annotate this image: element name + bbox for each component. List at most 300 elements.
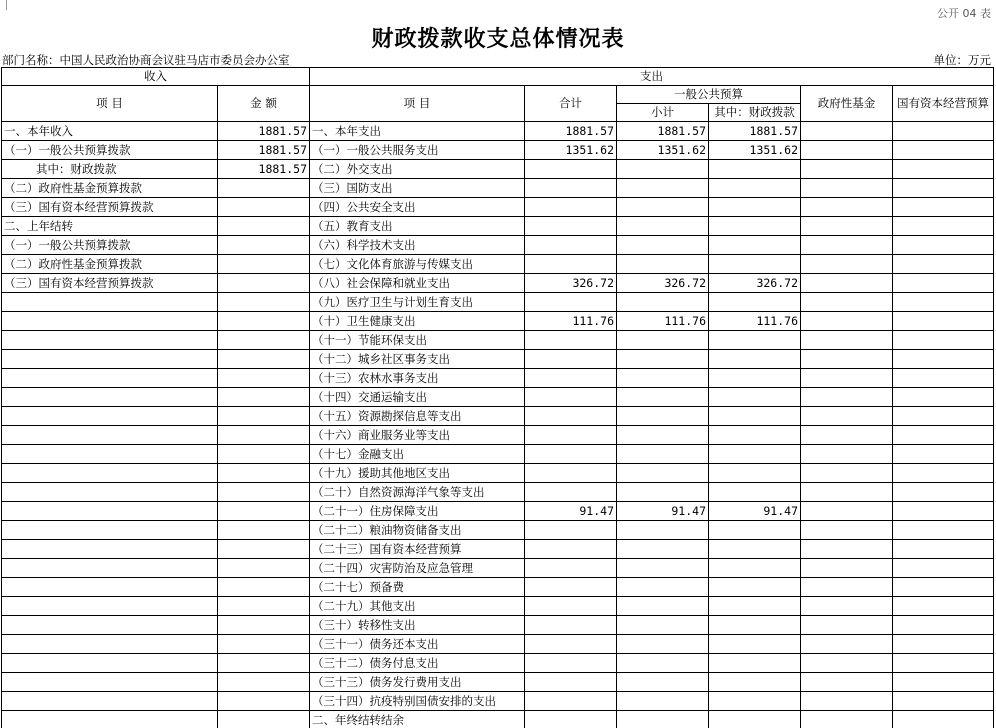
- total-cell: [525, 388, 617, 407]
- table-row: [2, 160, 994, 179]
- state-capital-cell: [893, 179, 994, 198]
- subtotal-cell: 1881.57: [617, 122, 709, 141]
- income-amount-cell: [218, 597, 310, 616]
- expense-header: 支出: [310, 68, 994, 86]
- subtotal-cell: [617, 369, 709, 388]
- income-amount-cell: [218, 502, 310, 521]
- table-row: [2, 635, 994, 654]
- income-item-cell: [2, 540, 218, 559]
- income-amount-cell: [218, 654, 310, 673]
- income-item-cell: [2, 350, 218, 369]
- subtotal-cell: 326.72: [617, 274, 709, 293]
- expense-item-cell: （三十一）债务还本支出: [310, 635, 525, 654]
- income-item-cell: [2, 369, 218, 388]
- fiscal-cell: [709, 350, 801, 369]
- subtotal-cell: [617, 293, 709, 312]
- state-capital-cell: [893, 141, 994, 160]
- expense-item-cell: （四）公共安全支出: [310, 198, 525, 217]
- state-capital-cell: [893, 597, 994, 616]
- fiscal-cell: [709, 255, 801, 274]
- income-item-cell: （二）政府性基金预算拨款: [2, 255, 218, 274]
- subtotal-cell: [617, 236, 709, 255]
- expense-item-cell: （二十一）住房保障支出: [310, 502, 525, 521]
- gov-fund-cell: [801, 597, 893, 616]
- gov-fund-cell: [801, 502, 893, 521]
- fiscal-cell: [709, 578, 801, 597]
- total-cell: [525, 654, 617, 673]
- subtotal-cell: [617, 711, 709, 728]
- income-item-cell: （三）国有资本经营预算拨款: [2, 274, 218, 293]
- state-capital-cell: [893, 217, 994, 236]
- income-amount-cell: [218, 388, 310, 407]
- state-capital-header: 国有资本经营预算: [893, 86, 994, 122]
- expense-item-cell: （七）文化体育旅游与传媒支出: [310, 255, 525, 274]
- fiscal-cell: 111.76: [709, 312, 801, 331]
- state-capital-cell: [893, 369, 994, 388]
- income-amount-cell: [218, 711, 310, 728]
- gov-fund-cell: [801, 236, 893, 255]
- state-capital-cell: [893, 559, 994, 578]
- table-row: [2, 464, 994, 483]
- gov-fund-cell: [801, 559, 893, 578]
- expense-item-cell: （十九）援助其他地区支出: [310, 464, 525, 483]
- table-row: [2, 711, 994, 728]
- fiscal-cell: [709, 597, 801, 616]
- subtotal-header: 小计: [617, 104, 709, 122]
- table-row: [2, 350, 994, 369]
- fiscal-cell: 1351.62: [709, 141, 801, 160]
- gov-fund-cell: [801, 312, 893, 331]
- income-item-header: 项 目: [2, 86, 218, 122]
- fiscal-cell: [709, 388, 801, 407]
- table-row: [2, 312, 994, 331]
- subtotal-cell: [617, 160, 709, 179]
- income-item-cell: [2, 445, 218, 464]
- state-capital-cell: [893, 293, 994, 312]
- expense-item-cell: （三十）转移性支出: [310, 616, 525, 635]
- income-item-cell: [2, 597, 218, 616]
- income-amount-cell: [218, 331, 310, 350]
- total-cell: 91.47: [525, 502, 617, 521]
- income-item-cell: [2, 464, 218, 483]
- gov-fund-cell: [801, 217, 893, 236]
- subtotal-cell: [617, 521, 709, 540]
- state-capital-cell: [893, 160, 994, 179]
- table-row: [2, 540, 994, 559]
- state-capital-cell: [893, 407, 994, 426]
- table-row: [2, 236, 994, 255]
- subtotal-cell: [617, 616, 709, 635]
- total-cell: [525, 179, 617, 198]
- gov-fund-cell: [801, 293, 893, 312]
- income-amount-cell: [218, 464, 310, 483]
- subtotal-cell: [617, 464, 709, 483]
- income-amount-cell: [218, 559, 310, 578]
- income-amount-cell: [218, 521, 310, 540]
- fiscal-cell: [709, 198, 801, 217]
- subtotal-cell: [617, 350, 709, 369]
- total-cell: [525, 521, 617, 540]
- table-row: [2, 198, 994, 217]
- expense-item-cell: （二十三）国有资本经营预算: [310, 540, 525, 559]
- expense-item-cell: （一）一般公共服务支出: [310, 141, 525, 160]
- income-item-cell: [2, 426, 218, 445]
- total-cell: [525, 255, 617, 274]
- state-capital-cell: [893, 483, 994, 502]
- fiscal-cell: [709, 464, 801, 483]
- subtotal-cell: [617, 445, 709, 464]
- fiscal-cell: [709, 445, 801, 464]
- gov-fund-cell: [801, 141, 893, 160]
- gov-fund-cell: [801, 711, 893, 728]
- subtotal-cell: [617, 217, 709, 236]
- income-item-cell: [2, 521, 218, 540]
- income-item-cell: （二）政府性基金预算拨款: [2, 179, 218, 198]
- state-capital-cell: [893, 654, 994, 673]
- expense-item-cell: （二十七）预备费: [310, 578, 525, 597]
- fiscal-cell: [709, 293, 801, 312]
- gov-fund-cell: [801, 464, 893, 483]
- state-capital-cell: [893, 426, 994, 445]
- total-cell: 1351.62: [525, 141, 617, 160]
- expense-item-cell: 一、本年支出: [310, 122, 525, 141]
- fiscal-cell: 1881.57: [709, 122, 801, 141]
- gov-fund-cell: [801, 160, 893, 179]
- income-amount-cell: 1881.57: [218, 141, 310, 160]
- state-capital-cell: [893, 274, 994, 293]
- table-row: [2, 217, 994, 236]
- total-cell: 111.76: [525, 312, 617, 331]
- total-cell: [525, 635, 617, 654]
- gov-fund-cell: [801, 616, 893, 635]
- income-item-cell: （一）一般公共预算拨款: [2, 141, 218, 160]
- state-capital-cell: [893, 331, 994, 350]
- expense-item-cell: （二十九）其他支出: [310, 597, 525, 616]
- income-amount-cell: 1881.57: [218, 160, 310, 179]
- income-amount-cell: [218, 255, 310, 274]
- gov-fund-cell: [801, 578, 893, 597]
- expense-item-cell: （三十二）债务付息支出: [310, 654, 525, 673]
- income-amount-cell: [218, 217, 310, 236]
- state-capital-cell: [893, 464, 994, 483]
- expense-item-cell: （十五）资源勘探信息等支出: [310, 407, 525, 426]
- subtotal-cell: [617, 407, 709, 426]
- table-row: [2, 445, 994, 464]
- table-row: [2, 654, 994, 673]
- table-row: [2, 255, 994, 274]
- total-cell: [525, 198, 617, 217]
- total-cell: [525, 369, 617, 388]
- state-capital-cell: [893, 673, 994, 692]
- expense-item-cell: （三十四）抗疫特别国债安排的支出: [310, 692, 525, 711]
- fiscal-cell: [709, 635, 801, 654]
- total-cell: [525, 711, 617, 728]
- income-item-cell: [2, 559, 218, 578]
- fiscal-cell: [709, 426, 801, 445]
- income-item-cell: [2, 635, 218, 654]
- gov-fund-cell: [801, 331, 893, 350]
- gov-fund-cell: [801, 198, 893, 217]
- expense-item-cell: （三十三）债务发行费用支出: [310, 673, 525, 692]
- gov-fund-cell: [801, 521, 893, 540]
- income-amount-cell: [218, 540, 310, 559]
- subtotal-cell: [617, 255, 709, 274]
- income-item-cell: [2, 616, 218, 635]
- total-cell: [525, 578, 617, 597]
- income-amount-cell: [218, 578, 310, 597]
- subtotal-cell: [617, 179, 709, 198]
- total-cell: [525, 350, 617, 369]
- table-row: [2, 597, 994, 616]
- state-capital-cell: [893, 578, 994, 597]
- total-cell: [525, 692, 617, 711]
- expense-item-cell: （十七）金融支出: [310, 445, 525, 464]
- subtotal-cell: [617, 483, 709, 502]
- gov-fund-cell: [801, 122, 893, 141]
- income-item-cell: [2, 388, 218, 407]
- fiscal-cell: [709, 217, 801, 236]
- income-item-cell: [2, 502, 218, 521]
- document-code: 公开 04 表: [937, 7, 991, 20]
- fiscal-cell: [709, 179, 801, 198]
- table-row: [2, 559, 994, 578]
- total-cell: [525, 464, 617, 483]
- fiscal-cell: [709, 559, 801, 578]
- total-cell: [525, 236, 617, 255]
- total-cell: [525, 426, 617, 445]
- gov-fund-cell: [801, 350, 893, 369]
- table-row: [2, 369, 994, 388]
- total-cell: [525, 445, 617, 464]
- total-header: 合计: [525, 86, 617, 122]
- fiscal-cell: [709, 521, 801, 540]
- expense-item-cell: （十四）交通运输支出: [310, 388, 525, 407]
- gov-fund-cell: [801, 426, 893, 445]
- income-item-cell: [2, 711, 218, 728]
- fiscal-cell: [709, 483, 801, 502]
- subtotal-cell: [617, 540, 709, 559]
- state-capital-cell: [893, 312, 994, 331]
- fiscal-cell: [709, 369, 801, 388]
- general-budget-header: 一般公共预算: [617, 86, 801, 104]
- income-amount-cell: [218, 483, 310, 502]
- state-capital-cell: [893, 540, 994, 559]
- expense-item-cell: （二十二）粮油物资储备支出: [310, 521, 525, 540]
- gov-fund-cell: [801, 388, 893, 407]
- income-amount-cell: 1881.57: [218, 122, 310, 141]
- unit-label: 单位：万元: [933, 53, 991, 67]
- finance-table: [1, 67, 994, 728]
- total-cell: [525, 160, 617, 179]
- table-row: [2, 692, 994, 711]
- income-amount-cell: [218, 426, 310, 445]
- subtotal-cell: [617, 388, 709, 407]
- gov-fund-header: 政府性基金: [801, 86, 893, 122]
- expense-item-cell: 二、年终结转结余: [310, 711, 525, 728]
- total-cell: [525, 331, 617, 350]
- gov-fund-cell: [801, 483, 893, 502]
- total-cell: [525, 597, 617, 616]
- expense-item-cell: （十二）城乡社区事务支出: [310, 350, 525, 369]
- state-capital-cell: [893, 198, 994, 217]
- expense-item-cell: （十一）节能环保支出: [310, 331, 525, 350]
- fiscal-cell: [709, 616, 801, 635]
- expense-item-cell: （五）教育支出: [310, 217, 525, 236]
- expense-item-cell: （十）卫生健康支出: [310, 312, 525, 331]
- table-row: [2, 407, 994, 426]
- total-cell: [525, 559, 617, 578]
- department-name: 部门名称：中国人民政治协商会议驻马店市委员会办公室: [2, 53, 290, 67]
- gov-fund-cell: [801, 635, 893, 654]
- gov-fund-cell: [801, 540, 893, 559]
- state-capital-cell: [893, 350, 994, 369]
- table-row: [2, 502, 994, 521]
- fiscal-cell: [709, 654, 801, 673]
- expense-item-cell: （十六）商业服务业等支出: [310, 426, 525, 445]
- expense-item-cell: （二十）自然资源海洋气象等支出: [310, 483, 525, 502]
- fiscal-cell: 91.47: [709, 502, 801, 521]
- income-item-cell: [2, 483, 218, 502]
- subtotal-cell: [617, 331, 709, 350]
- income-item-cell: [2, 312, 218, 331]
- state-capital-cell: [893, 236, 994, 255]
- income-amount-cell: [218, 198, 310, 217]
- gov-fund-cell: [801, 673, 893, 692]
- income-amount-cell: [218, 274, 310, 293]
- expense-item-cell: （二十四）灾害防治及应急管理: [310, 559, 525, 578]
- state-capital-cell: [893, 255, 994, 274]
- total-cell: [525, 293, 617, 312]
- income-amount-cell: [218, 179, 310, 198]
- income-amount-cell: [218, 350, 310, 369]
- income-amount-cell: [218, 692, 310, 711]
- income-item-cell: 其中：财政拨款: [2, 160, 218, 179]
- state-capital-cell: [893, 521, 994, 540]
- state-capital-cell: [893, 692, 994, 711]
- table-row: [2, 274, 994, 293]
- fiscal-cell: [709, 160, 801, 179]
- fiscal-cell: [709, 331, 801, 350]
- page-corner-mark: [6, 0, 7, 10]
- fiscal-header: 其中：财政拨款: [709, 104, 801, 122]
- state-capital-cell: [893, 635, 994, 654]
- expense-item-cell: （九）医疗卫生与计划生育支出: [310, 293, 525, 312]
- income-item-cell: 二、上年结转: [2, 217, 218, 236]
- state-capital-cell: [893, 711, 994, 728]
- subtotal-cell: 91.47: [617, 502, 709, 521]
- expense-item-cell: （六）科学技术支出: [310, 236, 525, 255]
- income-item-cell: [2, 331, 218, 350]
- subtotal-cell: [617, 635, 709, 654]
- gov-fund-cell: [801, 407, 893, 426]
- table-row: [2, 388, 994, 407]
- income-amount-cell: [218, 369, 310, 388]
- total-cell: [525, 483, 617, 502]
- table-row: [2, 578, 994, 597]
- total-cell: [525, 673, 617, 692]
- subtotal-cell: 1351.62: [617, 141, 709, 160]
- table-row: [2, 293, 994, 312]
- total-cell: 326.72: [525, 274, 617, 293]
- fiscal-cell: [709, 673, 801, 692]
- expense-item-cell: （八）社会保障和就业支出: [310, 274, 525, 293]
- income-amount-cell: [218, 293, 310, 312]
- total-cell: [525, 217, 617, 236]
- state-capital-cell: [893, 445, 994, 464]
- fiscal-cell: [709, 236, 801, 255]
- total-cell: [525, 616, 617, 635]
- gov-fund-cell: [801, 179, 893, 198]
- income-amount-cell: [218, 445, 310, 464]
- table-row: [2, 122, 994, 141]
- total-cell: [525, 540, 617, 559]
- income-amount-cell: [218, 407, 310, 426]
- income-item-cell: （一）一般公共预算拨款: [2, 236, 218, 255]
- table-row: [2, 179, 994, 198]
- page-title: 财政拨款收支总体情况表: [371, 26, 625, 52]
- income-amount-cell: [218, 616, 310, 635]
- total-cell: 1881.57: [525, 122, 617, 141]
- expense-item-cell: （二）外交支出: [310, 160, 525, 179]
- subtotal-cell: [617, 654, 709, 673]
- table-row: [2, 426, 994, 445]
- gov-fund-cell: [801, 369, 893, 388]
- income-item-cell: [2, 654, 218, 673]
- fiscal-cell: [709, 711, 801, 728]
- subtotal-cell: [617, 597, 709, 616]
- state-capital-cell: [893, 616, 994, 635]
- income-amount-cell: [218, 673, 310, 692]
- income-item-cell: （三）国有资本经营预算拨款: [2, 198, 218, 217]
- state-capital-cell: [893, 122, 994, 141]
- subtotal-cell: [617, 673, 709, 692]
- fiscal-cell: 326.72: [709, 274, 801, 293]
- income-item-cell: 一、本年收入: [2, 122, 218, 141]
- subtotal-cell: [617, 198, 709, 217]
- income-amount-cell: [218, 236, 310, 255]
- income-amount-cell: [218, 312, 310, 331]
- total-cell: [525, 407, 617, 426]
- table-row: [2, 616, 994, 635]
- expense-item-header: 项 目: [310, 86, 525, 122]
- expense-item-cell: （十三）农林水事务支出: [310, 369, 525, 388]
- table-row: [2, 141, 994, 160]
- gov-fund-cell: [801, 274, 893, 293]
- fiscal-cell: [709, 692, 801, 711]
- gov-fund-cell: [801, 692, 893, 711]
- table-row: [2, 521, 994, 540]
- state-capital-cell: [893, 502, 994, 521]
- gov-fund-cell: [801, 445, 893, 464]
- subtotal-cell: [617, 559, 709, 578]
- income-item-cell: [2, 692, 218, 711]
- subtotal-cell: [617, 692, 709, 711]
- gov-fund-cell: [801, 654, 893, 673]
- income-amount-header: 金 额: [218, 86, 310, 122]
- income-header: 收入: [2, 68, 310, 86]
- subtotal-cell: [617, 426, 709, 445]
- income-amount-cell: [218, 635, 310, 654]
- income-item-cell: [2, 293, 218, 312]
- expense-item-cell: （三）国防支出: [310, 179, 525, 198]
- income-item-cell: [2, 673, 218, 692]
- subtotal-cell: [617, 578, 709, 597]
- table-row: [2, 483, 994, 502]
- state-capital-cell: [893, 388, 994, 407]
- income-item-cell: [2, 578, 218, 597]
- table-row: [2, 331, 994, 350]
- subtotal-cell: 111.76: [617, 312, 709, 331]
